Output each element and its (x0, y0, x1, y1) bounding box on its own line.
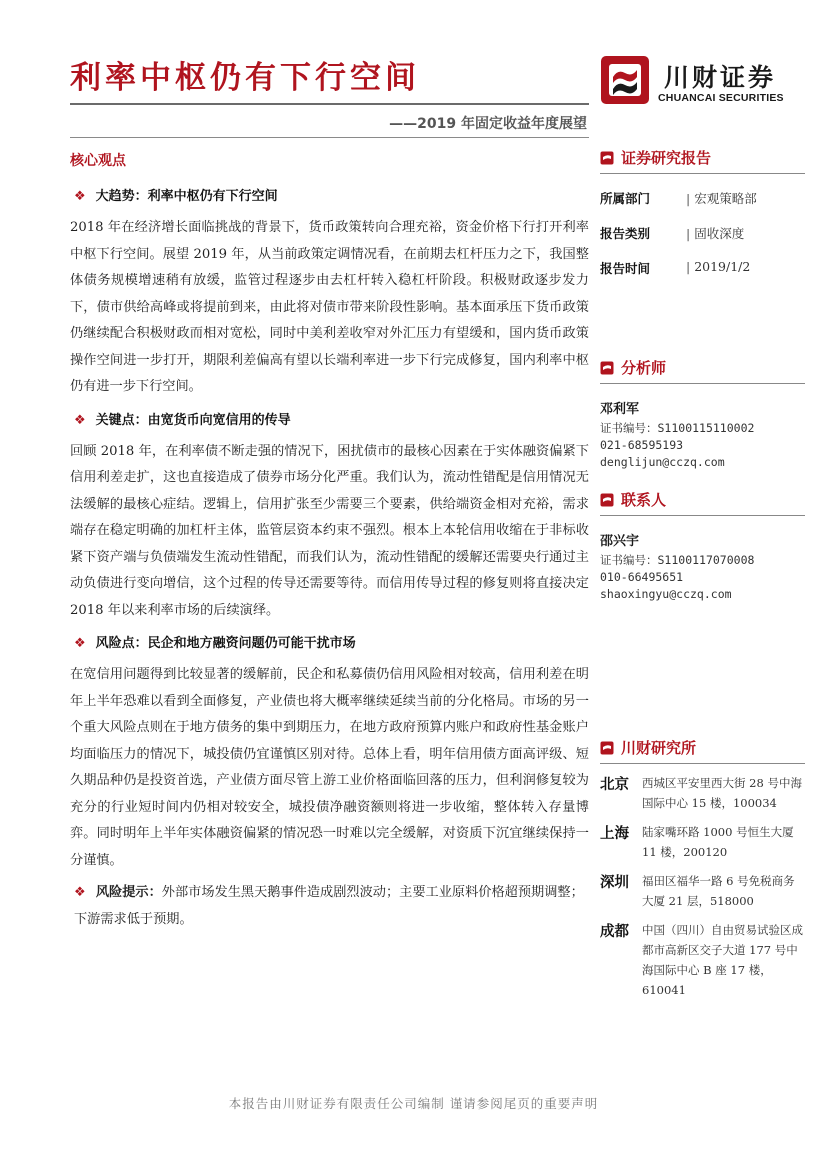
risk-warning-text: 外部市场发生黑天鹅事件造成剧烈波动；主要工业原料价格超预期调整；下游需求低于预期。 (74, 885, 584, 927)
info-value: | 固收深度 (686, 224, 744, 242)
title-divider (70, 103, 589, 105)
info-value: | 2019/1/2 (686, 259, 750, 277)
office-shenzhen (600, 871, 805, 911)
divider (600, 515, 805, 516)
analyst-heading-text: 分析师 (621, 359, 667, 377)
brand-square-icon (600, 741, 614, 755)
logo-english-name: CHUANCAI SECURITIES (658, 92, 784, 104)
subtitle-divider (70, 137, 589, 138)
diamond-bullet-icon: ❖ (74, 885, 86, 900)
section-heading-text: 风险点：民企和地方融资问题仍可能干扰市场 (95, 636, 356, 651)
analyst-phone: 021-68595193 (600, 438, 684, 452)
analyst-section-heading (600, 357, 805, 378)
contact-name: 邵兴宇 (600, 534, 640, 549)
section-heading-text: 关键点：由宽货币向宽信用的传导 (95, 412, 291, 428)
institute-heading-text: 川财研究所 (621, 739, 697, 757)
section-paragraph: 2018 年在经济增长面临挑战的背景下，货币政策转向合理充裕，资金价格下行打开利率中枢下行空间。展望 2019 年，从当前政策定调情况看，在前期去杠杆压力之下，我国整体债务规模增速稍有放缓，监管过程逐步由去杠杆转入稳杠杆阶段。积极财政逐步发力下，债市供给高峰或将提前到来，由此将对债市带来阶段性影响。基本面承压下货币政策仍继续配合积极财政而相对宽松，同时中美利差收窄对外汇压力有望缓和，国内货币政策操作空间进一步打开，期限利差偏高有望以长端利率进一步下行完成修复，国内利率中枢仍有进一步下行空间。 (70, 220, 589, 394)
office-beijing (600, 773, 805, 813)
contact-heading-text: 联系人 (621, 491, 667, 509)
info-value: | 宏观策略部 (686, 189, 757, 207)
office-address: 陆家嘴环路 1000 号恒生大厦 11 楼，200120 (642, 825, 794, 859)
brand-square-icon (600, 493, 614, 507)
office-chengdu (600, 920, 805, 1000)
contact-cert: 证书编号：S1100117070008 (600, 553, 755, 567)
office-city: 成都 (600, 924, 629, 940)
section-heading-text: 大趋势：利率中枢仍有下行空间 (95, 189, 278, 204)
core-views-column (70, 150, 589, 933)
section-paragraph: 回顾 2018 年，在利率债不断走强的情况下，困扰债市的最核心因素在于实体融资偏紧下信用利差走扩，这也直接造成了债券市场分化严重。我们认为，流动性错配是信用情况无法缓解的最核心症结。逻辑上，信用扩张至少需要三个要素，供给端资金相对充裕，需求端存在稳定明确的加杠杆主体，监管层资本约束不强烈。根本上本轮信用收缩在于非标收紧下资产端与负债端发生流动性错配，而我们认为，流动性错配的缓解还需要央行通过主动负债进行变向增信，这个过程的传导还需要等待。而信用传导过程的修复则将直接决定 2018 年以来利率市场的后续演绎。 (70, 443, 589, 618)
divider (600, 763, 805, 764)
page-title: 利率中枢仍有下行空间 (70, 60, 420, 96)
contact-section-heading (600, 489, 805, 510)
analyst-cert: 证书编号：S1100115110002 (600, 421, 755, 435)
info-row-date (600, 259, 805, 277)
office-address: 西城区平安里西大街 28 号中海国际中心 15 楼，100034 (642, 776, 802, 810)
section-heading (74, 632, 589, 651)
office-address: 中国（四川）自由贸易试验区成都市高新区交子大道 177 号中海国际中心 B 座 17 楼，610041 (642, 923, 803, 997)
sidebar (600, 147, 805, 1000)
info-label: 所属部门 (600, 191, 651, 206)
brand-square-icon (600, 151, 614, 165)
office-city: 上海 (600, 826, 629, 842)
institute-section-heading (600, 737, 805, 758)
analyst-card (600, 398, 805, 471)
section-heading (74, 185, 589, 204)
office-city: 北京 (600, 777, 629, 793)
logo-chinese-name: 川财证券 (664, 63, 777, 92)
diamond-bullet-icon: ❖ (74, 636, 86, 651)
info-row-department (600, 189, 805, 207)
office-city: 深圳 (600, 875, 629, 891)
brand-square-icon (600, 361, 614, 375)
office-shanghai (600, 822, 805, 862)
brand-logo (600, 55, 800, 111)
analyst-name: 邓利军 (600, 402, 640, 417)
contact-card (600, 530, 805, 603)
report-heading-text: 证券研究报告 (621, 149, 712, 167)
contact-email[interactable]: shaoxingyu@cczq.com (600, 587, 732, 601)
page-subtitle: ——2019 年固定收益年度展望 (389, 116, 587, 132)
section-paragraph: 在宽信用问题得到比较显著的缓解前，民企和私募债仍信用风险相对较高，信用利差在明年上半年恐难以看到全面修复，产业债也将大概率继续延续当前的分化格局。市场的另一个重大风险点则在于地方债务的集中到期压力，在地方政府预算内账户和政府性基金账户均面临压力的情况下，城投债仍宜谨慎区别对待。总体上看，明年信用债方面高评级、短久期品种仍是投资首选，产业债方面尽管上游工业价格面临回落的压力，但利润修复较为充分的行业短时间内仍相对较安全，城投债净融资额则将进一步收缩，整体转入存量博弈。同时明年上半年实体融资偏紧的情况恐一时难以完全缓解，对资质下沉宜继续保持一分谨慎。 (70, 667, 589, 868)
risk-warning (74, 880, 589, 933)
office-address: 福田区福华一路 6 号免税商务大厦 21 层，518000 (642, 874, 795, 908)
diamond-bullet-icon: ❖ (74, 189, 86, 204)
chuancai-logo-icon (600, 55, 650, 105)
risk-warning-label: 风险提示： (95, 885, 162, 900)
divider (600, 383, 805, 384)
core-views-label: 核心观点 (70, 153, 126, 169)
info-label: 报告类别 (600, 226, 651, 241)
report-section-heading (600, 147, 805, 168)
page-footer: 本报告由川财证券有限责任公司编制 谨请参阅尾页的重要声明 (228, 1096, 599, 1111)
section-heading (74, 409, 589, 428)
info-row-category (600, 224, 805, 242)
divider (600, 173, 805, 174)
contact-phone: 010-66495651 (600, 570, 684, 584)
info-label: 报告时间 (600, 261, 651, 276)
analyst-email[interactable]: denglijun@cczq.com (600, 455, 725, 469)
diamond-bullet-icon: ❖ (74, 412, 86, 428)
